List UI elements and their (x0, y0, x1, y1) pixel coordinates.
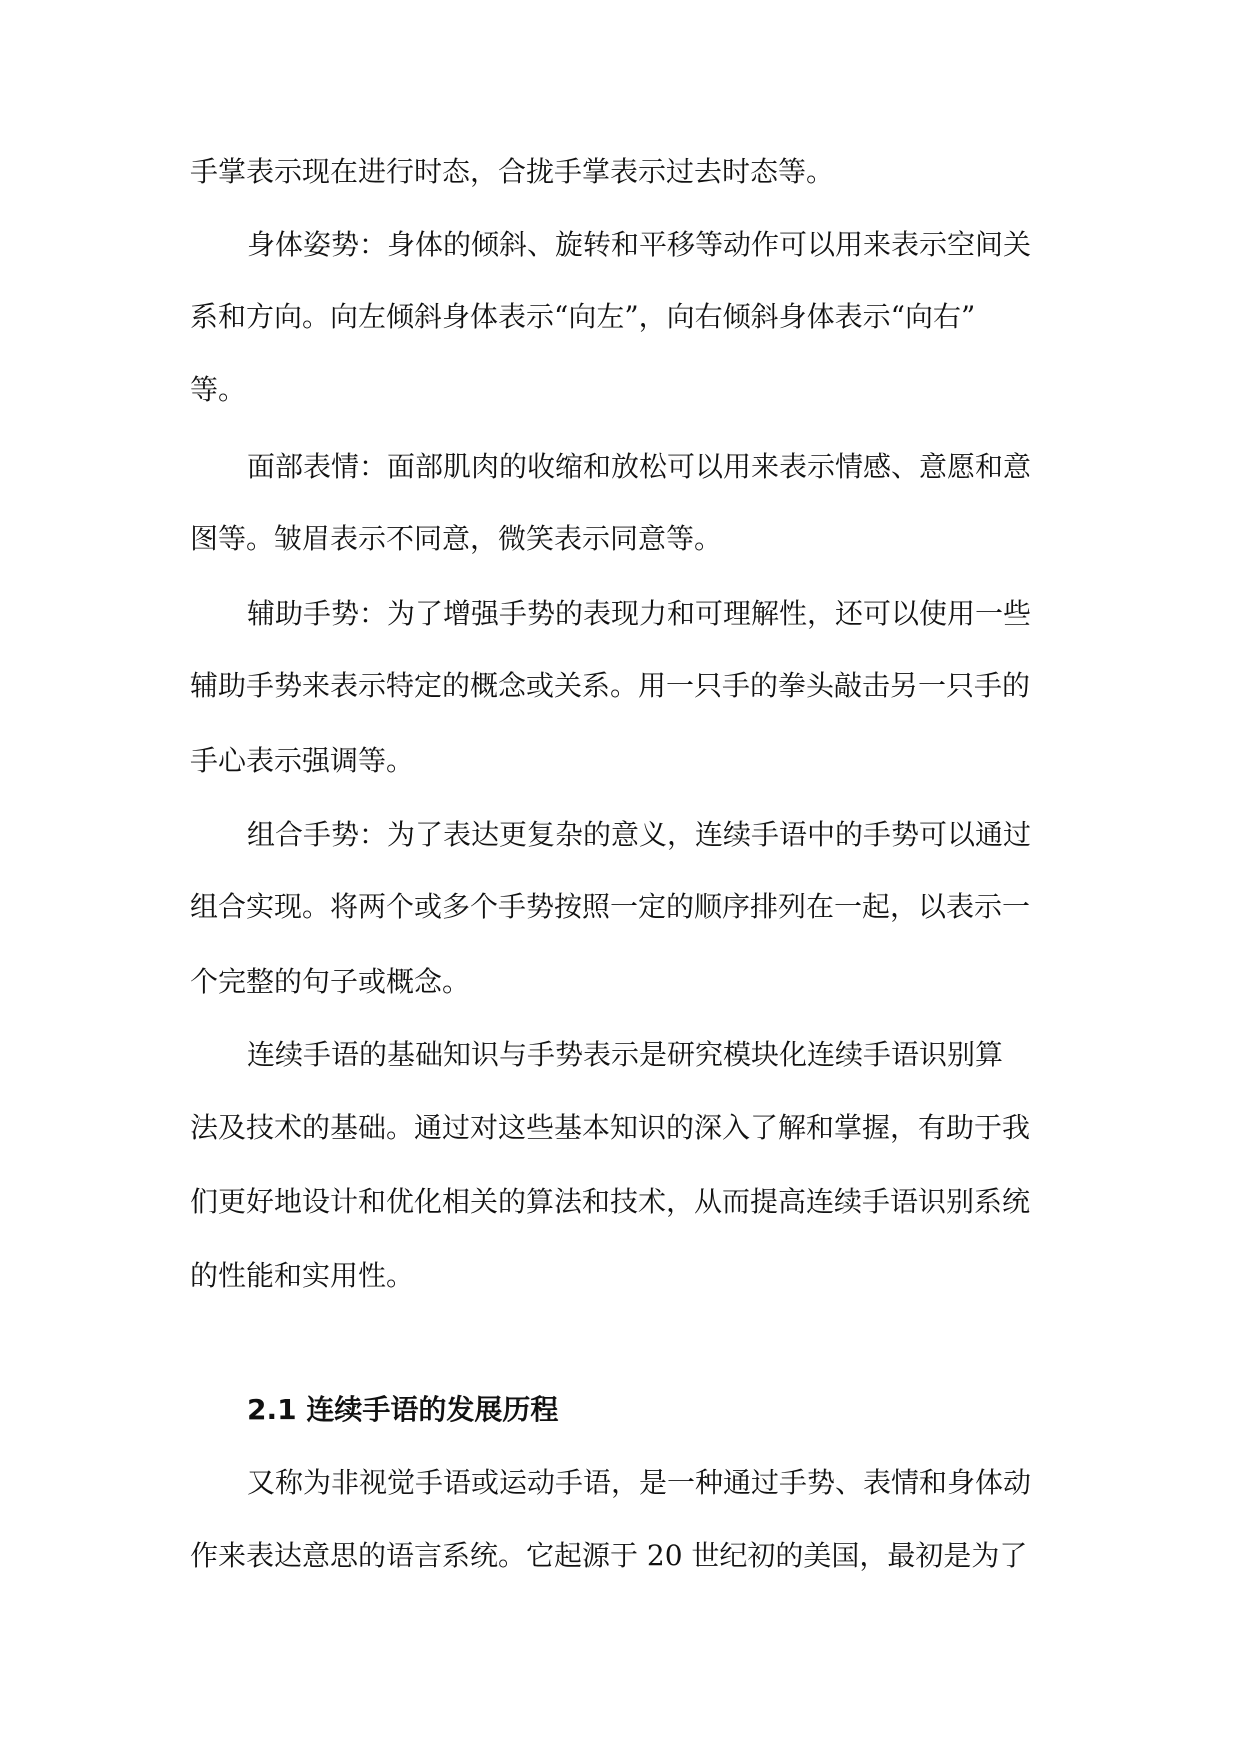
paragraph-line-summary: 连续手语的基础知识与手势表示是研究模块化连续手语识别算 (247, 1038, 1004, 1071)
paragraph-line-history: 又称为非视觉手语或运动手语，是一种通过手势、表情和身体动 (247, 1466, 1032, 1499)
paragraph-line: 系和方向。向左倾斜身体表示“向左”，向右倾斜身体表示“向右” (190, 300, 976, 333)
paragraph-line: 手掌表示现在进行时态，合拢手掌表示过去时态等。 (190, 155, 835, 188)
paragraph-line: 个完整的句子或概念。 (190, 965, 471, 998)
paragraph-line: 们更好地设计和优化相关的算法和技术，从而提高连续手语识别系统 (190, 1185, 1031, 1218)
paragraph-line: 图等。皱眉表示不同意，微笑表示同意等。 (190, 522, 723, 555)
paragraph-line: 的性能和实用性。 (190, 1259, 415, 1292)
paragraph-line: 组合实现。将两个或多个手势按照一定的顺序排列在一起，以表示一 (190, 890, 1031, 923)
paragraph-line-facial-expression: 面部表情：面部肌肉的收缩和放松可以用来表示情感、意愿和意 (247, 450, 1032, 483)
paragraph-line-combined-gesture: 组合手势：为了表达更复杂的意义，连续手语中的手势可以通过 (247, 818, 1032, 851)
paragraph-line-body-posture: 身体姿势：身体的倾斜、旋转和平移等动作可以用来表示空间关 (247, 228, 1032, 261)
section-heading: 2.1 连续手语的发展历程 (247, 1393, 559, 1426)
paragraph-line: 作来表达意思的语言系统。它起源于 20 世纪初的美国，最初是为了 (190, 1539, 1028, 1572)
paragraph-line: 法及技术的基础。通过对这些基本知识的深入了解和掌握，有助于我 (190, 1111, 1031, 1144)
paragraph-line-auxiliary-gesture: 辅助手势：为了增强手势的表现力和可理解性，还可以使用一些 (247, 597, 1032, 630)
paragraph-line: 等。 (190, 373, 247, 406)
paragraph-line: 手心表示强调等。 (190, 744, 415, 777)
paragraph-line: 辅助手势来表示特定的概念或关系。用一只手的拳头敲击另一只手的 (190, 669, 1031, 702)
